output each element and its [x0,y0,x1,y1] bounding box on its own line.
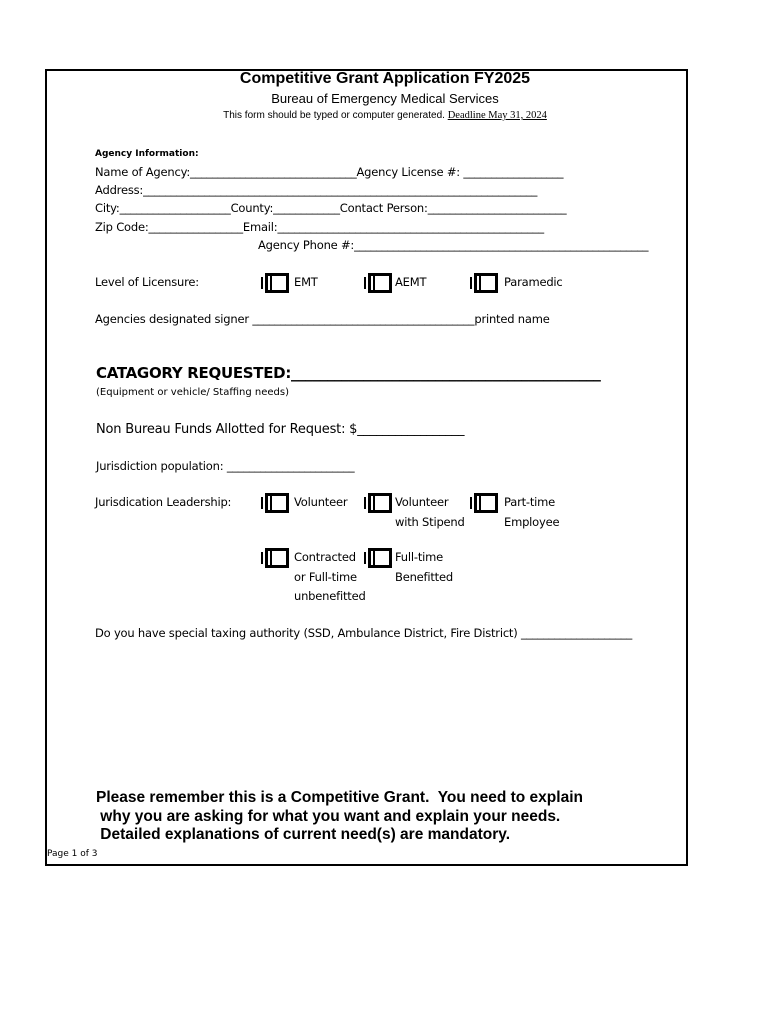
contracted-checkbox[interactable] [265,548,289,568]
paramedic-label: Paramedic [504,275,563,289]
instruction-text: This form should be typed or computer generated. [223,110,445,121]
special-taxing-field[interactable]: Do you have special taxing authority (SSD, Ambulance District, Fire District) ____________________ [95,626,632,640]
volunteer-stipend-label [395,493,465,532]
licensure-label: Level of Licensure: [95,275,199,289]
full-time-checkbox[interactable] [368,548,392,568]
page-number: Page 1 of 3 [47,849,98,859]
agency-phone-field[interactable]: Agency Phone #:_____________________________________________________ [258,238,649,252]
agency-info-label: Agency Information: [95,149,199,159]
agency-name-field[interactable]: Name of Agency:______________________________Agency License #: __________________ [95,165,564,179]
zip-email-field[interactable]: Zip Code:_________________Email:________________________________________________ [95,220,544,234]
volunteer-label [294,493,347,513]
city-county-contact-field[interactable]: City:____________________County:____________Contact Person:_________________________ [95,201,567,215]
jurisdiction-population-field[interactable]: Jurisdiction population: _______________________ [96,459,355,473]
volunteer-stipend-line1: Volunteer [395,495,449,509]
form-title: Competitive Grant Application FY2025 [239,70,531,87]
address-field[interactable]: Address:_______________________________________________________________________ [95,183,538,197]
category-hint: (Equipment or vehicle/ Staffing needs) [96,387,289,398]
volunteer-checkbox[interactable] [265,493,289,513]
aemt-label: AEMT [395,275,427,289]
non-bureau-funds-field[interactable]: Non Bureau Funds Allotted for Request: $_________________ [96,422,465,437]
reminder-line-1: Please remember this is a Competitive Grant. You need to explain [96,789,583,806]
deadline: Deadline May 31, 2024 [447,110,547,121]
competitive-grant-reminder [96,789,583,845]
aemt-checkbox[interactable] [368,273,392,293]
full-time-label [395,548,453,587]
full-time-line2: Benefitted [395,569,453,584]
full-time-line1: Full-time [395,550,443,564]
volunteer-label-line1: Volunteer [294,495,348,509]
part-time-line1: Part-time [504,495,556,509]
paramedic-checkbox[interactable] [474,273,498,293]
part-time-checkbox[interactable] [474,493,498,513]
category-requested-field[interactable]: CATAGORY REQUESTED:___________________________________________ [96,364,601,382]
reminder-line-3: Detailed explanations of current need(s) are mandatory. [96,826,511,843]
contracted-line1: Contracted [294,550,356,564]
part-time-line2: Employee [504,514,560,529]
contracted-line3: unbenefitted [294,589,366,603]
volunteer-stipend-checkbox[interactable] [368,493,392,513]
signer-field[interactable]: Agencies designated signer ________________________________________printed name [95,312,550,326]
emt-checkbox[interactable] [265,273,289,293]
instruction-note [0,110,770,121]
contracted-label [294,548,366,607]
bureau-subtitle: Bureau of Emergency Medical Services [271,91,499,106]
emt-label: EMT [294,275,318,289]
volunteer-stipend-line2: with Stipend [395,514,465,529]
part-time-label [504,493,559,532]
contracted-line2: or Full-time [294,569,357,584]
leadership-label: Jurisdication Leadership: [95,495,232,509]
reminder-line-2: why you are asking for what you want and explain your needs. [96,807,561,825]
